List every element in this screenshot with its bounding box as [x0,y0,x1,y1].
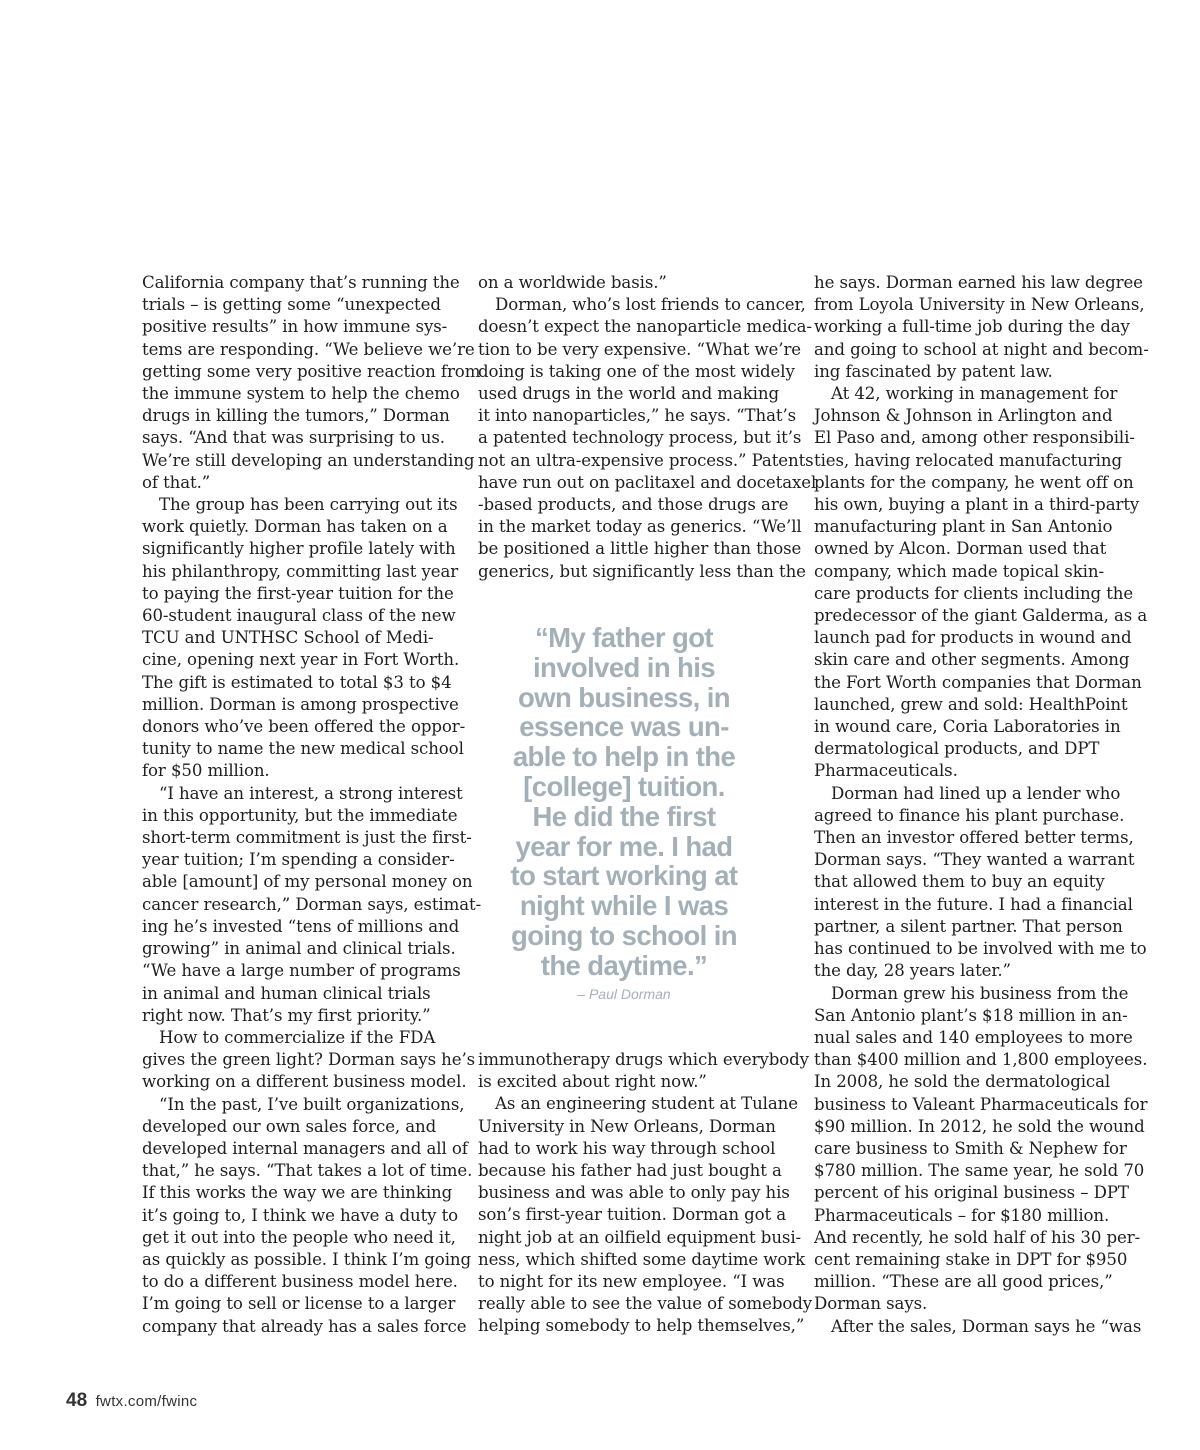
text-line: is excited about right now.” [478,1072,707,1092]
text-line: drugs in killing the tumors,” Dorman [142,406,450,426]
text-line: In 2008, he sold the dermatological [814,1072,1111,1092]
text-line: it’s going to, I think we have a duty to [142,1205,459,1225]
text-line: -based products, and those drugs are [478,495,789,515]
text-line: tion to be very expensive. “What we’re [478,339,802,359]
text-line: ness, which shifted some daytime work [478,1249,806,1269]
text-line: short-term commitment is just the first- [142,828,472,848]
text-line: work quietly. Dorman has taken on a [142,517,448,537]
text-line: cine, opening next year in Fort Worth. [142,650,460,670]
text-line: plants for the company, he went off on [814,472,1134,492]
text-line: doesn’t expect the nanoparticle medica- [478,317,812,337]
text-line: to do a different business model here. [142,1272,458,1292]
text-line: “I have an interest, a strong interest [159,783,463,803]
text-line: San Antonio plant’s $18 million in an- [814,1005,1128,1025]
text-line: getting some very positive reaction from [142,361,481,381]
text-line: manufacturing plant in San Antonio [814,517,1113,537]
text-line: California company that’s running the [142,273,460,292]
article-column-2-bottom [478,1049,813,1338]
text-line: gives the green light? Dorman says he’s [142,1050,476,1070]
text-line: million. Dorman is among prospective [142,694,459,714]
text-line: El Paso and, among other responsibili- [814,428,1135,448]
text-line: right now. That’s my first priority.” [142,1005,431,1025]
text-line: And recently, he sold half of his 30 per- [814,1227,1141,1247]
text-line: $780 million. The same year, he sold 70 [814,1161,1145,1181]
text-line: used drugs in the world and making [478,384,779,404]
text-line: nual sales and 140 employees to more [814,1027,1133,1047]
text-line: not an ultra-expensive process.” Patents [478,450,814,470]
text-line: company that already has a sales force [142,1316,467,1336]
pull-quote-line: year for me. I had [515,830,733,862]
text-line: able [amount] of my personal money on [142,872,473,892]
text-line: as quickly as possible. I think I’m going [142,1249,472,1269]
text-line: immunotherapy drugs which everybody [478,1050,809,1069]
pull-quote-line: “My father got [535,622,713,653]
pull-quote-line: night while I was [519,890,729,922]
text-line: dermatological products, and DPT [814,739,1100,759]
text-line: the day, 28 years later.” [814,961,1011,981]
text-line: tems are responding. “We believe we’re [142,339,475,359]
text-line: Pharmaceuticals – for $180 million. [814,1205,1110,1225]
text-line: owned by Alcon. Dorman used that [814,539,1107,559]
text-line: because his father had just bought a [478,1161,782,1181]
text-line: growing” in animal and clinical trials. [142,939,456,959]
text-line: tunity to name the new medical school [142,739,464,759]
text-line: care business to Smith & Nephew for [814,1138,1127,1158]
text-line: cancer research,” Dorman says, estimat- [142,894,482,914]
pull-quote-line: involved in his [532,651,715,683]
text-line: that allowed them to buy an equity [814,872,1105,892]
text-line: agreed to finance his plant purchase. [814,805,1125,825]
pull-quote [485,623,763,981]
article-column-3 [814,272,1149,1338]
text-line: ing he’s invested “tens of millions and [142,916,460,936]
text-line: business to Valeant Pharmaceuticals for [814,1094,1148,1114]
text-line: I’m going to sell or license to a larger [142,1294,456,1314]
text-line: ing fascinated by patent law. [814,361,1053,381]
pull-quote-line: own business, in [518,681,730,713]
text-line: get it out into the people who need it, [142,1227,456,1247]
text-line: than $400 million and 1,800 employees. [814,1050,1148,1070]
text-line: percent of his original business – DPT [814,1183,1129,1203]
text-line: Then an investor offered better terms, [814,828,1134,848]
text-line: says. “And that was surprising to us. [142,428,445,448]
text-line: The group has been carrying out its [159,495,458,515]
text-line: year tuition; I’m spending a consider- [142,850,455,870]
text-line: a patented technology process, but it’s [478,428,802,448]
text-line: cent remaining stake in DPT for $950 [814,1249,1128,1269]
text-line: developed internal managers and all of [142,1138,468,1158]
text-line: skin care and other segments. Among [814,650,1130,670]
text-line: in wound care, Coria Laboratories in [814,717,1121,737]
text-line: really able to see the value of somebody [478,1294,813,1314]
text-line: from Loyola University in New Orleans, [814,295,1145,315]
pull-quote-line: [college] tuition. [523,770,725,802]
text-line: care products for clients including the [814,583,1134,603]
article-column-1 [142,272,482,1338]
text-line: doing is taking one of the most widely [478,361,795,381]
text-line: predecessor of the giant Galderma, as a [814,606,1148,626]
text-line: the immune system to help the chemo [142,384,460,404]
text-line: $90 million. In 2012, he sold the wound [814,1116,1145,1136]
text-line: launch pad for products in wound and [814,628,1132,648]
text-line: Dorman, who’s lost friends to cancer, [495,295,806,315]
text-line: his philanthropy, committing last year [142,561,459,581]
text-line: Pharmaceuticals. [814,761,958,781]
text-line: on a worldwide basis.” [478,273,667,292]
text-line: and going to school at night and becom- [814,339,1149,359]
text-line: for $50 million. [142,761,270,781]
text-line: University in New Orleans, Dorman [478,1116,776,1136]
text-line: As an engineering student at Tulane [495,1094,798,1114]
text-line: his own, buying a plant in a third-party [814,495,1140,515]
site-url[interactable]: fwtx.com/fwinc [95,1393,198,1410]
text-line: in the market today as generics. “We’ll [478,517,802,537]
text-line: Dorman grew his business from the [831,983,1129,1003]
text-line: interest in the future. I had a financial [814,894,1133,914]
text-line: he says. Dorman earned his law degree [814,273,1143,292]
text-line: donors who’ve been offered the oppor- [142,717,466,737]
pull-quote-attribution: – Paul Dorman [577,986,671,1002]
pull-quote-line: to start working at [510,860,738,892]
text-line: At 42, working in management for [831,384,1118,404]
text-line: The gift is estimated to total $3 to $4 [142,672,452,692]
text-line: have run out on paclitaxel and docetaxel [478,472,817,492]
page-number: 48 [66,1390,88,1411]
pull-quote-line: able to help in the [512,741,736,773]
text-line: that,” he says. “That takes a lot of time. [142,1161,473,1181]
text-line: Dorman says. [814,1294,928,1314]
text-line: significantly higher profile lately with [142,539,456,559]
text-line: business and was able to only pay his [478,1183,790,1203]
pull-quote-line: the daytime.” [540,949,708,981]
text-line: in animal and human clinical trials [142,983,431,1003]
text-line: launched, grew and sold: HealthPoint [814,694,1128,714]
text-line: of that.” [142,472,211,492]
text-line: developed our own sales force, and [142,1116,437,1136]
text-line: be positioned a little higher than those [478,539,802,559]
text-line: working on a different business model. [142,1072,467,1092]
pull-quote-line: going to school in [511,919,737,951]
text-line: working a full-time job during the day [814,317,1130,337]
text-line: How to commercialize if the FDA [159,1027,436,1047]
text-line: has continued to be involved with me to [814,939,1147,959]
text-line: night job at an oilfield equipment busi- [478,1227,802,1247]
text-line: to paying the first-year tuition for the [142,583,454,603]
text-line: helping somebody to help themselves,” [478,1316,805,1336]
text-line: had to work his way through school [478,1138,776,1158]
pull-quote-line: essence was un- [519,711,729,743]
text-line: positive results” in how immune sys- [142,317,448,337]
text-line: TCU and UNTHSC School of Medi- [142,628,434,648]
text-line: partner, a silent partner. That person [814,916,1123,936]
text-line: We’re still developing an understanding [142,450,475,470]
text-line: to night for its new employee. “I was [478,1272,785,1292]
text-line: ties, having relocated manufacturing [814,450,1122,470]
text-line: Dorman had lined up a lender who [831,783,1121,803]
pull-quote-line: He did the first [532,800,716,832]
text-line: Dorman says. “They wanted a warrant [814,850,1135,870]
page-footer [66,1390,197,1412]
text-line: it into nanoparticles,” he says. “That’s [478,406,797,426]
text-line: son’s first-year tuition. Dorman got a [478,1205,787,1225]
text-line: “We have a large number of programs [142,961,461,981]
text-line: “In the past, I’ve built organizations, [159,1094,465,1114]
article-column-2-top [478,272,817,583]
text-line: Johnson & Johnson in Arlington and [814,406,1113,426]
text-line: 60-student inaugural class of the new [142,606,456,626]
text-line: in this opportunity, but the immediate [142,805,458,825]
text-line: million. “These are all good prices,” [814,1272,1113,1292]
text-line: If this works the way we are thinking [142,1183,453,1203]
text-line: trials – is getting some “unexpected [142,295,441,315]
text-line: After the sales, Dorman says he “was [831,1316,1142,1336]
text-line: company, which made topical skin- [814,561,1104,581]
text-line: generics, but significantly less than the [478,561,806,581]
text-line: the Fort Worth companies that Dorman [814,672,1142,692]
